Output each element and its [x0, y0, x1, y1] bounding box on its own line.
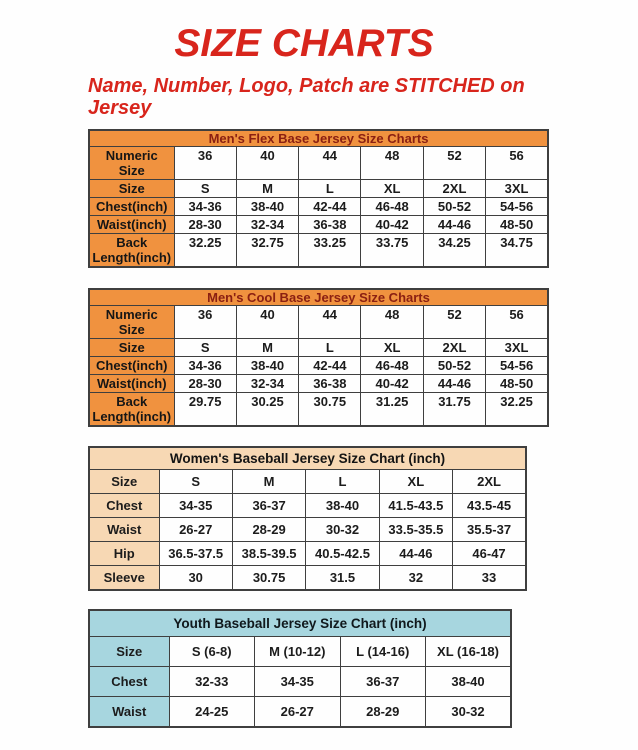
- table-cell: 54-56: [486, 356, 548, 374]
- table-cell: S: [159, 469, 232, 493]
- table-cell: 40: [236, 305, 298, 338]
- table-cell: 2XL: [453, 469, 526, 493]
- row-label: Waist(inch): [89, 374, 174, 392]
- table-cell: 48: [361, 305, 423, 338]
- table-cell: 36-37: [340, 666, 426, 696]
- size-tables-container: [0, 129, 638, 728]
- table-row: [89, 179, 548, 197]
- table-title: Men's Cool Base Jersey Size Charts: [89, 289, 548, 306]
- table-row: [89, 305, 548, 338]
- table-cell: 34-35: [255, 666, 341, 696]
- table-cell: 31.5: [306, 565, 379, 590]
- table-cell: 56: [486, 305, 548, 338]
- table-cell: 38.5-39.5: [232, 541, 305, 565]
- table-cell: 33.25: [299, 233, 361, 267]
- table-cell: XL: [379, 469, 452, 493]
- table-cell: 30.75: [232, 565, 305, 590]
- table-cell: 42-44: [299, 197, 361, 215]
- table-cell: 32-33: [169, 666, 255, 696]
- row-label: Waist(inch): [89, 215, 174, 233]
- table-cell: 52: [423, 305, 485, 338]
- table-cell: 50-52: [423, 197, 485, 215]
- table-cell: 28-29: [232, 517, 305, 541]
- table-cell: 44: [299, 146, 361, 179]
- womens-baseball-size-table: [88, 446, 527, 591]
- table-cell: 36-38: [299, 374, 361, 392]
- table-cell: 43.5-45: [453, 493, 526, 517]
- table-cell: 36: [174, 146, 236, 179]
- table-cell: 28-30: [174, 374, 236, 392]
- table-row: [89, 374, 548, 392]
- table-cell: 41.5-43.5: [379, 493, 452, 517]
- table-cell: 40: [236, 146, 298, 179]
- table-cell: M (10-12): [255, 636, 341, 666]
- table-cell: 29.75: [174, 392, 236, 426]
- table-cell: 42-44: [299, 356, 361, 374]
- table-cell: 30.25: [236, 392, 298, 426]
- table-cell: 32-34: [236, 215, 298, 233]
- table-row: [89, 146, 548, 179]
- table-cell: 32.25: [174, 233, 236, 267]
- table-row: [89, 517, 526, 541]
- page-subtitle: Name, Number, Logo, Patch are STITCHED on Jersey: [88, 74, 525, 120]
- row-label: Numeric Size: [89, 305, 174, 338]
- row-label: Size: [89, 179, 174, 197]
- table-cell: 26-27: [255, 696, 341, 727]
- table-cell: 33: [453, 565, 526, 590]
- row-label: Size: [89, 338, 174, 356]
- mens-flex-base-size-table: [88, 129, 549, 268]
- table-cell: 36.5-37.5: [159, 541, 232, 565]
- table-cell: 48: [361, 146, 423, 179]
- table-cell: 30-32: [426, 696, 512, 727]
- row-label: Waist: [89, 696, 169, 727]
- table-cell: XL: [361, 338, 423, 356]
- table-row: [89, 197, 548, 215]
- table-cell: 52: [423, 146, 485, 179]
- row-label: Chest(inch): [89, 197, 174, 215]
- table-cell: 33.5-35.5: [379, 517, 452, 541]
- table-cell: 34-36: [174, 197, 236, 215]
- table-cell: L: [299, 338, 361, 356]
- table-cell: 31.75: [423, 392, 485, 426]
- row-label: Size: [89, 636, 169, 666]
- table-cell: 38-40: [306, 493, 379, 517]
- table-title: Women's Baseball Jersey Size Chart (inch): [89, 447, 526, 470]
- table-row: [89, 469, 526, 493]
- row-label: Waist: [89, 517, 159, 541]
- table-cell: 33.75: [361, 233, 423, 267]
- table-cell: 26-27: [159, 517, 232, 541]
- table-title: Men's Flex Base Jersey Size Charts: [89, 130, 548, 147]
- table-cell: S (6-8): [169, 636, 255, 666]
- table-cell: 36-38: [299, 215, 361, 233]
- table-cell: 36-37: [232, 493, 305, 517]
- table-cell: 40-42: [361, 215, 423, 233]
- table-cell: M: [232, 469, 305, 493]
- table-cell: 34-35: [159, 493, 232, 517]
- table-cell: 24-25: [169, 696, 255, 727]
- table-title-row: [89, 130, 548, 147]
- table-cell: 34.25: [423, 233, 485, 267]
- table-cell: M: [236, 179, 298, 197]
- table-cell: 40.5-42.5: [306, 541, 379, 565]
- row-label: Numeric Size: [89, 146, 174, 179]
- table-cell: 50-52: [423, 356, 485, 374]
- table-row: [89, 233, 548, 267]
- table-row: [89, 356, 548, 374]
- table-cell: 56: [486, 146, 548, 179]
- table-cell: 46-48: [361, 356, 423, 374]
- table-cell: 32-34: [236, 374, 298, 392]
- table-row: [89, 493, 526, 517]
- table-cell: 44-46: [423, 215, 485, 233]
- row-label: Hip: [89, 541, 159, 565]
- row-label: Back Length(inch): [89, 392, 174, 426]
- row-label: Chest: [89, 666, 169, 696]
- table-cell: 36: [174, 305, 236, 338]
- table-cell: 32.75: [236, 233, 298, 267]
- table-title-row: [89, 610, 511, 637]
- row-label: Sleeve: [89, 565, 159, 590]
- table-cell: S: [174, 179, 236, 197]
- table-cell: XL (16-18): [426, 636, 512, 666]
- table-cell: S: [174, 338, 236, 356]
- table-cell: L (14-16): [340, 636, 426, 666]
- table-row: [89, 215, 548, 233]
- table-cell: 2XL: [423, 179, 485, 197]
- table-cell: 44-46: [423, 374, 485, 392]
- table-cell: XL: [361, 179, 423, 197]
- table-cell: 48-50: [486, 374, 548, 392]
- table-cell: 44-46: [379, 541, 452, 565]
- table-row: [89, 338, 548, 356]
- table-row: [89, 636, 511, 666]
- table-cell: 46-47: [453, 541, 526, 565]
- table-row: [89, 565, 526, 590]
- table-cell: 34.75: [486, 233, 548, 267]
- table-cell: 3XL: [486, 338, 548, 356]
- table-cell: 38-40: [426, 666, 512, 696]
- page-title: SIZE CHARTS: [174, 22, 434, 65]
- table-title-row: [89, 289, 548, 306]
- row-label: Chest(inch): [89, 356, 174, 374]
- row-label: Chest: [89, 493, 159, 517]
- table-cell: 40-42: [361, 374, 423, 392]
- table-cell: 28-30: [174, 215, 236, 233]
- youth-baseball-size-table: [88, 609, 512, 728]
- table-cell: 54-56: [486, 197, 548, 215]
- table-row: [89, 666, 511, 696]
- table-cell: M: [236, 338, 298, 356]
- table-cell: 32: [379, 565, 452, 590]
- table-cell: L: [299, 179, 361, 197]
- table-title: Youth Baseball Jersey Size Chart (inch): [89, 610, 511, 637]
- mens-cool-base-size-table: [88, 288, 549, 427]
- table-cell: 30: [159, 565, 232, 590]
- table-cell: L: [306, 469, 379, 493]
- table-row: [89, 541, 526, 565]
- table-row: [89, 392, 548, 426]
- table-row: [89, 696, 511, 727]
- row-label: Size: [89, 469, 159, 493]
- table-cell: 2XL: [423, 338, 485, 356]
- table-cell: 38-40: [236, 197, 298, 215]
- table-cell: 35.5-37: [453, 517, 526, 541]
- table-cell: 28-29: [340, 696, 426, 727]
- row-label: Back Length(inch): [89, 233, 174, 267]
- table-cell: 44: [299, 305, 361, 338]
- table-cell: 32.25: [486, 392, 548, 426]
- table-cell: 34-36: [174, 356, 236, 374]
- table-cell: 3XL: [486, 179, 548, 197]
- table-cell: 48-50: [486, 215, 548, 233]
- table-cell: 30.75: [299, 392, 361, 426]
- table-cell: 30-32: [306, 517, 379, 541]
- table-cell: 31.25: [361, 392, 423, 426]
- table-cell: 46-48: [361, 197, 423, 215]
- table-cell: 38-40: [236, 356, 298, 374]
- table-title-row: [89, 447, 526, 470]
